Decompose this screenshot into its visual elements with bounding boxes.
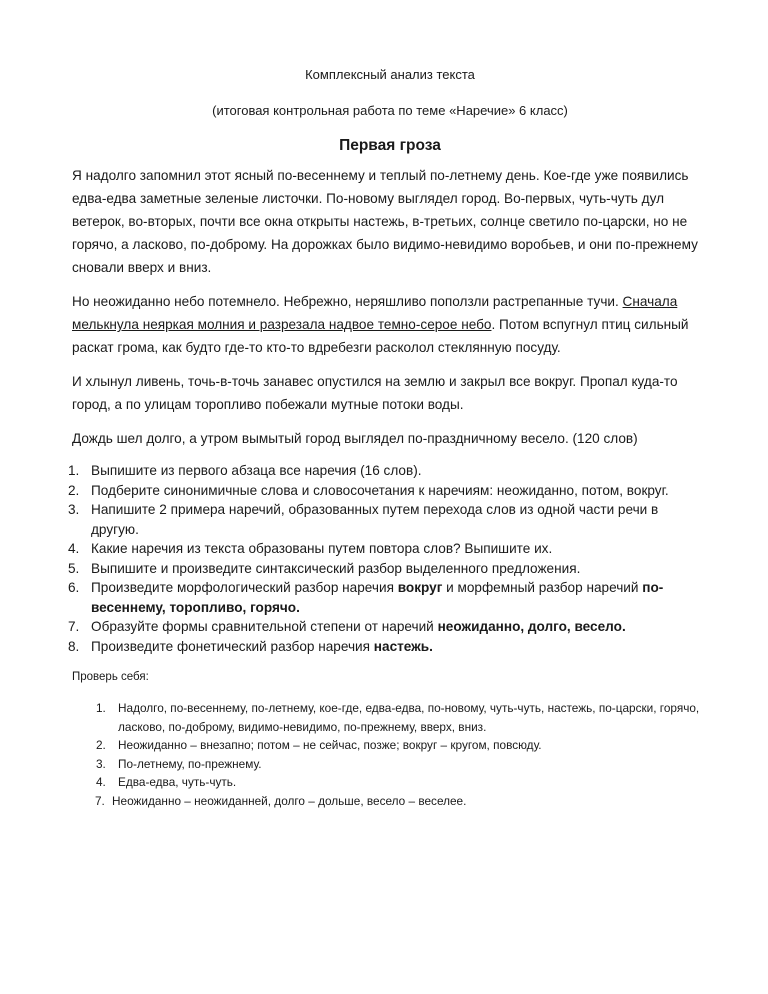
document-page xyxy=(68,66,708,810)
text-title: Первая гроза xyxy=(339,137,441,154)
list-item: 7. Образуйте формы сравнительной степени от наречий неожиданно, долго, весело. xyxy=(68,619,626,634)
list-item: 7. Неожиданно – неожиданней, долго – дольше, весело – веселее. xyxy=(95,793,467,808)
task-list xyxy=(68,461,708,656)
header-line-1: Комплексный анализ текста xyxy=(305,67,475,82)
list-item: 4. Едва-едва, чуть-чуть. xyxy=(96,775,237,789)
check-title: Проверь себя: xyxy=(72,671,149,683)
highlighted-sentence: Сначала мелькнула неяркая молния и разрезала надвое темно-серое небо xyxy=(72,294,678,332)
list-item: 8. Произведите фонетический разбор наречия настежь. xyxy=(68,638,433,654)
list-item: 3. По-летнему, по-прежнему. xyxy=(96,756,262,771)
paragraph-1: Я надолго запомнил этот ясный по-весеннему и теплый по-летнему день. Кое-где уже появились едва-едва заметные зеленые листочки. По-новому выглядел город. Во-первых, чуть-чуть дул ветерок, во-вторых, почти все окна открыты настежь, в-третьих, солнце светило по-царски, но не горячо, а ласково, по-доброму. На дорожках было видимо-невидимо воробьев, и они по-прежнему сновали вверх и вниз. xyxy=(72,168,698,275)
bold-term: неожиданно, долго, весело xyxy=(437,619,622,634)
list-item: 5. Выпишите и произведите синтаксический разбор выделенного предложения. xyxy=(68,560,581,576)
header-line-2: (итоговая контрольная работа по теме «Наречие» 6 класс) xyxy=(212,103,568,118)
answer-list xyxy=(72,699,708,810)
list-item: 3. Напишите 2 примера наречий, образованных путем перехода слов из одной части речи в другую. xyxy=(68,502,659,537)
bold-term: по-весеннему, торопливо, горячо xyxy=(91,580,664,615)
paragraph-2-end: . Потом вспугнул птиц сильный раскат грома, как будто где-то кто-то вдребезги расколол стеклянную посуду. xyxy=(72,317,689,355)
bold-term: вокруг xyxy=(397,580,443,595)
paragraph-4: Дождь шел долго, а утром вымытый город выглядел по-праздничному весело. (120 слов) xyxy=(72,431,638,446)
paragraph-2-start: Но неожиданно небо потемнело. Небрежно, неряшливо поползли растрепанные тучи. xyxy=(72,294,623,309)
list-item: 2. Неожиданно – внезапно; потом – не сейчас, позже; вокруг – кругом, повсюду. xyxy=(96,738,542,752)
list-item: 4. Какие наречия из текста образованы путем повтора слов? Выпишите их. xyxy=(68,541,553,556)
list-item: 2. Подберите синонимичные слова и словосочетания к наречиям: неожиданно, потом, вокруг. xyxy=(68,482,669,498)
list-item: 1. Выпишите из первого абзаца все наречия (16 слов). xyxy=(68,463,422,478)
list-item: 1. Надолго, по-весеннему, по-летнему, кое-где, едва-едва, по-новому, чуть-чуть, настежь, по-царски, горячо, ласково, по-доброму, видимо-невидимо, по-прежнему, вверх, вниз. xyxy=(96,701,700,734)
bold-term: настежь xyxy=(373,638,430,654)
paragraph-2 xyxy=(72,290,708,359)
paragraph-3: И хлынул ливень, точь-в-точь занавес опустился на землю и закрыл все вокруг. Пропал куда-то город, а по улицам торопливо побежали мутные потоки воды. xyxy=(72,374,678,412)
list-item: 6. Произведите морфологический разбор наречия вокруг и морфемный разбор наречий по-весеннему, торопливо, горячо. xyxy=(68,580,664,615)
